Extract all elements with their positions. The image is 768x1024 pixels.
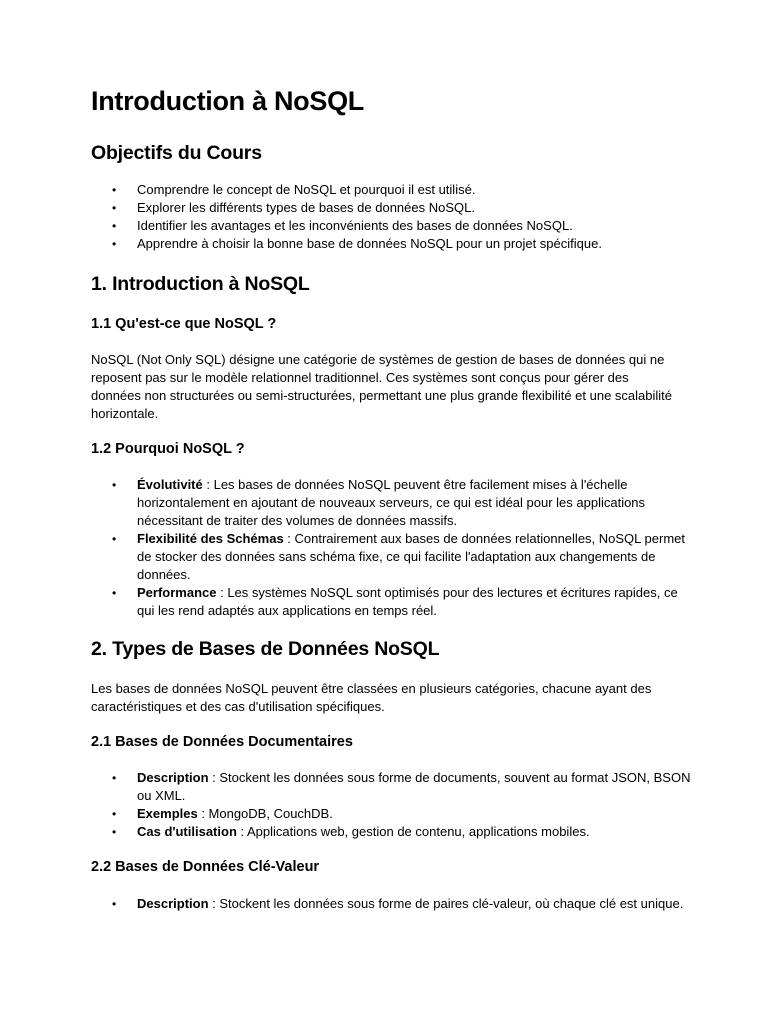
bullet-icon: • [112, 532, 117, 546]
section2-1-heading: 2.1 Bases de Données Documentaires [91, 734, 353, 750]
list-item: • Flexibilité des Schémas : Contrairement aux bases de données relationnelles, NoSQL permet de stocker des données sans schéma fixe, ce qui facilite l'adaptation aux changements de données. [112, 531, 685, 582]
list-item: • Identifier les avantages et les inconvénients des bases de données NoSQL. [112, 218, 573, 233]
bullet-icon: • [112, 183, 117, 197]
section2-heading: 2. Types de Bases de Données NoSQL [91, 638, 440, 660]
list-item: • Évolutivité : Les bases de données NoSQL peuvent être facilement mises à l'échelle horizontalement en ajoutant de nouveaux serveurs, ce qui est idéal pour les applications nécessitant de traiter des volumes de données massifs. [112, 477, 646, 528]
list-item: • Performance : Les systèmes NoSQL sont optimisés pour des lectures et écritures rapides, ce qui les rend adaptés aux applications en temps réel. [112, 585, 678, 618]
section1-1-heading: 1.1 Qu'est-ce que NoSQL ? [91, 316, 277, 332]
list-item: • Cas d'utilisation : Applications web, gestion de contenu, applications mobiles. [112, 824, 590, 839]
bullet-icon: • [112, 807, 117, 821]
bullet-icon: • [112, 237, 117, 251]
bullet-icon: • [112, 586, 117, 600]
bullet-icon: • [112, 201, 117, 215]
bullet-icon: • [112, 478, 117, 492]
section1-2-heading: 1.2 Pourquoi NoSQL ? [91, 441, 245, 457]
bullet-icon: • [112, 897, 117, 911]
section1-heading: 1. Introduction à NoSQL [91, 273, 310, 295]
list-item: • Explorer les différents types de bases de données NoSQL. [112, 200, 475, 215]
why-nosql-list [91, 476, 691, 620]
section1-1-paragraph: NoSQL (Not Only SQL) désigne une catégorie de systèmes de gestion de bases de données qui ne reposent pas sur le modèle relationnel traditionnel. Ces systèmes sont conçus pour gérer des données non structurées ou semi-structurées, permettant une plus grande flexibilité et une scalabilité horizontale. [91, 352, 672, 421]
section2-intro-paragraph: Les bases de données NoSQL peuvent être classées en plusieurs catégories, chacune ayant des caractéristiques et des cas d'utilisation spécifiques. [91, 681, 652, 714]
document-db-list [91, 769, 691, 841]
bullet-icon: • [112, 771, 117, 785]
page-title: Introduction à NoSQL [91, 86, 364, 116]
key-value-db-list [91, 895, 691, 913]
section2-2-heading: 2.2 Bases de Données Clé-Valeur [91, 859, 320, 875]
objectives-list [91, 181, 691, 253]
list-item: • Exemples : MongoDB, CouchDB. [112, 806, 333, 821]
list-item: • Comprendre le concept de NoSQL et pourquoi il est utilisé. [112, 182, 476, 197]
bullet-icon: • [112, 219, 117, 233]
objectives-heading: Objectifs du Cours [91, 142, 262, 164]
bullet-icon: • [112, 825, 117, 839]
list-item: • Apprendre à choisir la bonne base de données NoSQL pour un projet spécifique. [112, 236, 602, 251]
list-item: • Description : Stockent les données sous forme de documents, souvent au format JSON, BSON ou XML. [112, 770, 691, 803]
list-item: • Description : Stockent les données sous forme de paires clé-valeur, où chaque clé est unique. [112, 896, 684, 911]
